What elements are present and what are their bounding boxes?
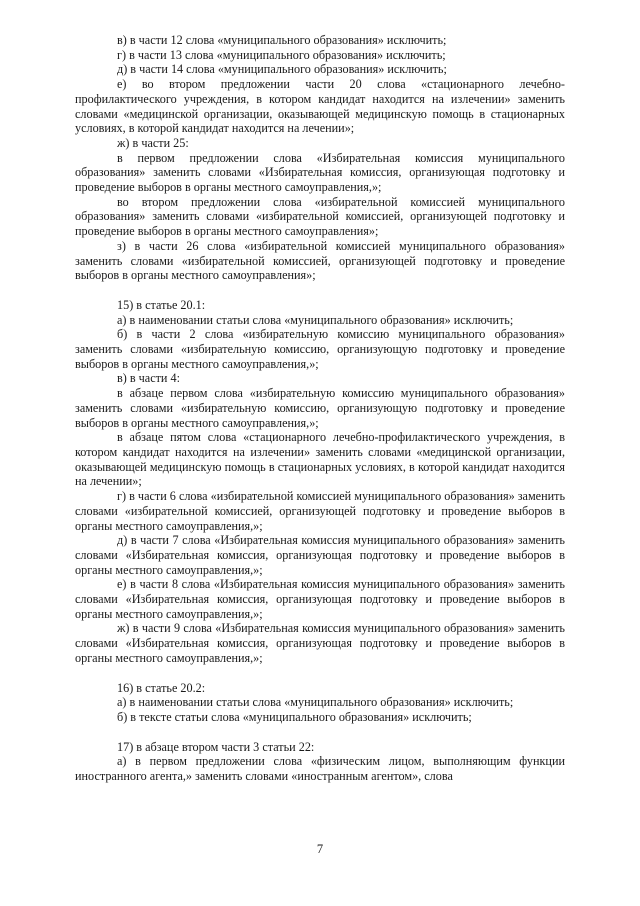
- paragraph-item-v-part-4: в) в части 4:: [117, 371, 180, 386]
- paragraph-item-a-article-title: а) в наименовании статьи слова «муниципального образования» исключить;: [117, 312, 514, 327]
- paragraph-item-zh-part-9: ж) в части 9 слова «Избирательная комиссия муниципального образования» заменить словами «Избирательная комиссия, организующая подготовку и проведение выборов в органы местного самоуправления,»;: [75, 621, 565, 665]
- paragraph-part-4-first-clause: в абзаце первом слова «избирательную комиссию муниципального образования» заменить словами «избирательную комиссию, организующую подготовку и проведение выборов в органы местного самоуправления,»;: [75, 386, 565, 430]
- paragraph-item-e-part-8: е) в части 8 слова «Избирательная комиссия муниципального образования» заменить словами «Избирательная комиссия, организующая подготовку и проведение выборов в органы местного самоуправления,»;: [75, 577, 565, 621]
- paragraph-item-e-part-20: е) во втором предложении части 20 слова «стационарного лечебно-профилактического учреждения, в котором кандидат находится на излечении» заменить словами «медицинской организации, оказывающей медицинскую помощь в стационарных условиях, в которой кандидат находится на лечении»;: [75, 77, 565, 136]
- paragraph-point-17-article-22: 17) в абзаце втором части 3 статьи 22:: [117, 739, 315, 754]
- paragraph-item-g-part-6: г) в части 6 слова «избирательной комиссией муниципального образования» заменить словами «избирательной комиссией, организующей подготовку и проведение выборов в органы местного самоуправления,»;: [75, 489, 565, 533]
- paragraph-item-a-first-sentence: а) в первом предложении слова «физическим лицом, выполняющим функции иностранного агента,» заменить словами «иностранным агентом», слова: [75, 754, 565, 784]
- document-body: [75, 33, 565, 784]
- paragraph-item-a-article-title-20-2: а) в наименовании статьи слова «муниципального образования» исключить;: [117, 695, 514, 710]
- paragraph-item-v-part-12: в) в части 12 слова «муниципального образования» исключить;: [117, 33, 447, 47]
- paragraph-item-g-part-13: г) в части 13 слова «муниципального образования» исключить;: [117, 47, 446, 62]
- paragraph-part-25-second-sentence: во втором предложении слова «избирательной комиссией муниципального образования» заменить словами «избирательной комиссией, организующей подготовку и проведение выборов в органы местного самоуправления»;: [75, 194, 565, 239]
- paragraph-item-d-part-14: д) в части 14 слова «муниципального образования» исключить;: [117, 62, 447, 77]
- paragraph-item-b-part-2: б) в части 2 слова «избирательную комиссию муниципального образования» заменить словами «избирательную комиссию, организующую подготовку и проведение выборов в органы местного самоуправления,»;: [75, 327, 565, 371]
- paragraph-item-zh-part-25: ж) в части 25:: [117, 135, 189, 150]
- paragraph-part-4-fifth-clause: в абзаце пятом слова «стационарного лечебно-профилактического учреждения, в котором кандидат находится на излечении» заменить словами «медицинской организации, оказывающей медицинскую помощь в стационарных условиях, в которой кандидат находится на лечении»;: [75, 430, 565, 489]
- paragraph-item-z-part-26: з) в части 26 слова «избирательной комиссией муниципального образования» заменить словами «избирательной комиссией, организующей подготовку и проведение выборов в органы местного самоуправления»;: [75, 238, 565, 283]
- page-number: 7: [316, 842, 324, 856]
- paragraph-item-d-part-7: д) в части 7 слова «Избирательная комиссия муниципального образования» заменить словами «Избирательная комиссия, организующая подготовку и проведение выборов в органы местного самоуправления,»;: [75, 533, 565, 577]
- paragraph-point-15-article-20-1: 15) в статье 20.1:: [117, 297, 206, 312]
- paragraph-part-25-first-sentence: в первом предложении слова «Избирательная комиссия муниципального образования» заменить словами «Избирательная комиссия, организующая подготовку и проведение выборов в органы местного самоуправления,»;: [75, 150, 565, 195]
- paragraph-item-b-article-text: б) в тексте статьи слова «муниципального образования» исключить;: [117, 709, 472, 724]
- paragraph-point-16-article-20-2: 16) в статье 20.2:: [117, 680, 206, 695]
